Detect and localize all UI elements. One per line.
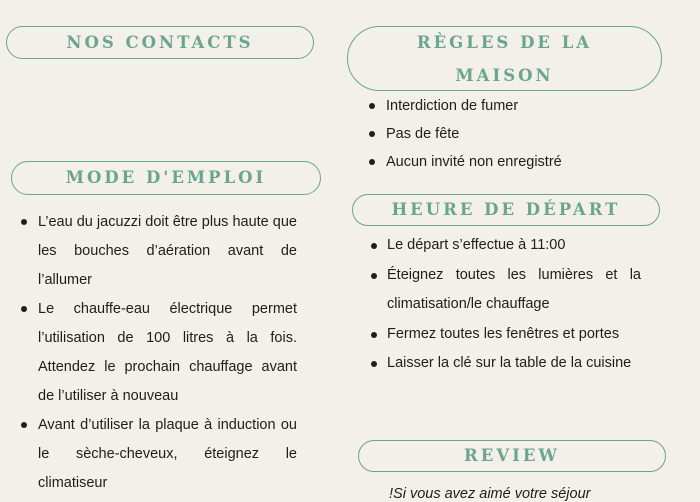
list-item: Avant d’utiliser la plaque à induction ou le sèche-cheveux, éteignez le climatiseur [19,411,297,498]
list-item: Pas de fête [367,120,667,148]
list-item: Aucun invité non enregistré [367,148,667,176]
review-heading [358,440,666,472]
contacts-title: NOS CONTACTS [66,32,254,52]
rules-title: RÈGLES DE LA MAISON [416,32,593,85]
instructions-list [19,208,297,498]
review-title: REVIEW [464,446,560,465]
departure-list [369,231,641,379]
departure-heading [352,194,660,226]
contacts-heading [6,26,314,59]
list-item: L’eau du jacuzzi doit être plus haute que les bouches d’aération avant de l’allumer [19,208,297,295]
list-item: Fermez toutes les fenêtres et portes [369,320,641,350]
review-text: !Si vous avez aimé votre séjour [389,486,591,502]
rules-heading [347,26,662,91]
list-item: Le chauffe-eau électrique permet l’utilisation de 100 litres à la fois. Attendez le prochain chauffage avant de l’utiliser à nouveau [19,295,297,411]
instructions-heading [11,161,321,195]
list-item: Éteignez toutes les lumières et la climatisation/le chauffage [369,261,641,320]
list-item: Laisser la clé sur la table de la cuisine [369,349,641,379]
list-item: Le départ s’effectue à 11:00 [369,231,641,261]
rules-list [367,92,667,176]
instructions-title: MODE D'EMPLOI [65,168,267,187]
departure-title: HEURE DE DÉPART [391,200,621,219]
list-item: Interdiction de fumer [367,92,667,120]
